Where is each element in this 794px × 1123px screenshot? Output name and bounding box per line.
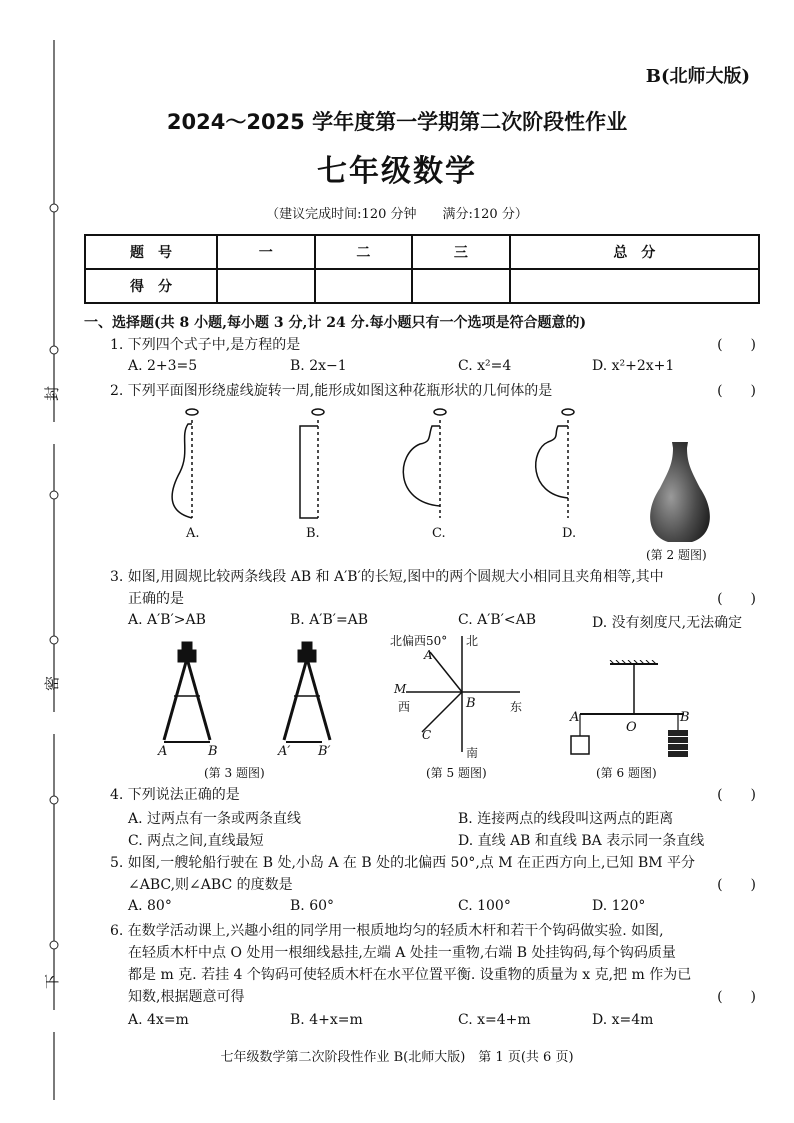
q3-answer-paren[interactable]: ( ): [717, 591, 756, 607]
q2-figure-a: [172, 409, 198, 518]
score-header-label: 题 号: [85, 235, 217, 269]
q2-figure-d: [536, 409, 574, 518]
q2-figures: [150, 402, 620, 542]
fig5-north: 北: [466, 634, 479, 648]
exam-meta: （建议完成时间:120 分钟 满分:120 分）: [266, 207, 528, 222]
vase-image: [640, 440, 720, 545]
q6-option-c: C. x=4+m: [458, 1012, 531, 1028]
q5-option-b: B. 60°: [290, 898, 335, 914]
score-header-1: 一: [217, 235, 315, 269]
q4-answer-paren[interactable]: ( ): [717, 787, 756, 803]
q3-point-b: B: [208, 744, 218, 759]
q5-option-c: C. 100°: [458, 898, 511, 914]
fig5-west: 西: [398, 700, 411, 714]
subject-title: 七年级数学: [317, 154, 477, 189]
score-table-header-row: [85, 235, 759, 269]
q3-option-c: C. A′B′<AB: [458, 612, 536, 628]
q6-option-b: B. 4+x=m: [290, 1012, 363, 1028]
compass-left: [164, 642, 210, 742]
score-cell-total[interactable]: [510, 269, 759, 303]
fig5-south: 南: [466, 746, 479, 760]
q6-stem-line4: 知数,根据题意可得: [128, 989, 245, 1005]
q1-option-b: B. 2x−1: [290, 358, 347, 374]
q2-answer-paren[interactable]: ( ): [717, 383, 756, 399]
q4-stem: 4. 下列说法正确的是: [110, 787, 240, 803]
score-table: [84, 234, 760, 304]
q1-option-a: A. 2+3=5: [128, 358, 198, 374]
fig5-point-c: C: [422, 728, 432, 742]
q5-stem-line2: ∠ABC,则∠ABC 的度数是: [128, 877, 293, 893]
score-table-score-row: [85, 269, 759, 303]
q3-point-b-prime: B′: [318, 744, 331, 759]
q4-option-b: B. 连接两点的线段叫这两点的距离: [458, 811, 674, 827]
section-1-heading: 一、选择题(共 8 小题,每小题 3 分,计 24 分.每小题只有一个选项是符合题意的): [84, 315, 587, 331]
fig6-point-o: O: [626, 720, 637, 735]
fig5-point-b: B: [466, 696, 476, 711]
fig6-point-a: A: [570, 710, 580, 725]
q3-option-b: B. A′B′=AB: [290, 612, 369, 628]
q2-label-a: A.: [186, 526, 200, 541]
q4-option-d: D. 直线 AB 和直线 BA 表示同一条直线: [458, 833, 705, 849]
score-cell-2[interactable]: [315, 269, 413, 303]
binding-char-3: 下: [43, 973, 62, 990]
q2-figure-c: [403, 409, 446, 518]
q4-option-c: C. 两点之间,直线最短: [128, 833, 264, 849]
fig5-point-a: A: [424, 648, 433, 662]
q2-label-d: D.: [562, 526, 577, 541]
edition-label: B(北师大版): [645, 66, 750, 87]
q2-label-b: B.: [306, 526, 320, 541]
q6-caption: (第 6 题图): [596, 766, 657, 780]
q6-stem-line3: 都是 m 克. 若挂 4 个钩码可使轻质木杆在水平位置平衡. 设重物的质量为 x 克,把 m 作为已: [128, 967, 692, 983]
fig5-north-angle-label: 北偏西50°: [390, 634, 448, 648]
score-header-3: 三: [412, 235, 510, 269]
binding-margin: [36, 40, 72, 1100]
binding-char-2: 密: [43, 675, 62, 692]
fig5-point-m: M: [394, 682, 407, 696]
fig5-east: 东: [510, 700, 523, 714]
q5-option-a: A. 80°: [128, 898, 172, 914]
q5-caption: (第 5 题图): [426, 766, 487, 780]
score-row-label: 得 分: [85, 269, 217, 303]
q2-stem: 2. 下列平面图形绕虚线旋转一周,能形成如图这种花瓶形状的几何体的是: [110, 383, 553, 399]
q2-caption: (第 2 题图): [646, 548, 707, 562]
q3-option-d: D. 没有刻度尺,无法确定: [592, 615, 743, 631]
score-cell-1[interactable]: [217, 269, 315, 303]
q4-option-a: A. 过两点有一条或两条直线: [128, 811, 302, 827]
q1-option-d: D. x²+2x+1: [592, 358, 675, 374]
q3-compass-figure: [150, 636, 350, 756]
fig6-point-b: B: [680, 710, 690, 725]
q3-stem-line1: 3. 如图,用圆规比较两条线段 AB 和 A′B′的长短,图中的两个圆规大小相同且夹角相等,其中: [110, 569, 664, 585]
q1-answer-paren[interactable]: ( ): [717, 337, 756, 353]
score-header-2: 二: [315, 235, 413, 269]
q3-caption: (第 3 题图): [204, 766, 265, 780]
q5-answer-paren[interactable]: ( ): [717, 877, 756, 893]
exam-title: 2024～2025 学年度第一学期第二次阶段性作业: [166, 110, 628, 134]
q6-stem-line1: 6. 在数学活动课上,兴趣小组的同学用一根质地均匀的轻质木杆和若干个钩码做实验. 如图,: [110, 923, 664, 939]
q6-figure: [566, 660, 696, 760]
q3-stem-line2: 正确的是: [128, 591, 184, 607]
q1-stem: 1. 下列四个式子中,是方程的是: [110, 337, 301, 353]
score-cell-3[interactable]: [412, 269, 510, 303]
q3-point-a: A: [158, 744, 168, 759]
q5-stem-line1: 5. 如图,一艘轮船行驶在 B 处,小岛 A 在 B 处的北偏西 50°,点 M 在正西方向上,已知 BM 平分: [110, 855, 696, 871]
q2-label-c: C.: [432, 526, 446, 541]
score-header-total: 总 分: [510, 235, 759, 269]
q1-option-c: C. x²=4: [458, 358, 512, 374]
q6-answer-paren[interactable]: ( ): [717, 989, 756, 1005]
q2-figure-b: [300, 409, 324, 518]
q3-point-a-prime: A′: [278, 744, 291, 759]
page-footer: 七年级数学第二次阶段性作业 B(北师大版) 第 1 页(共 6 页): [220, 1050, 574, 1065]
q6-option-d: D. x=4m: [592, 1012, 654, 1028]
compass-right: [284, 642, 330, 742]
q5-option-d: D. 120°: [592, 898, 646, 914]
q6-stem-line2: 在轻质木杆中点 O 处用一根细线悬挂,左端 A 处挂一重物,右端 B 处挂钩码,每个钩码质量: [128, 945, 676, 961]
binding-char-1: 封: [43, 385, 62, 402]
q3-option-a: A. A′B′>AB: [128, 612, 206, 628]
q6-option-a: A. 4x=m: [128, 1012, 189, 1028]
